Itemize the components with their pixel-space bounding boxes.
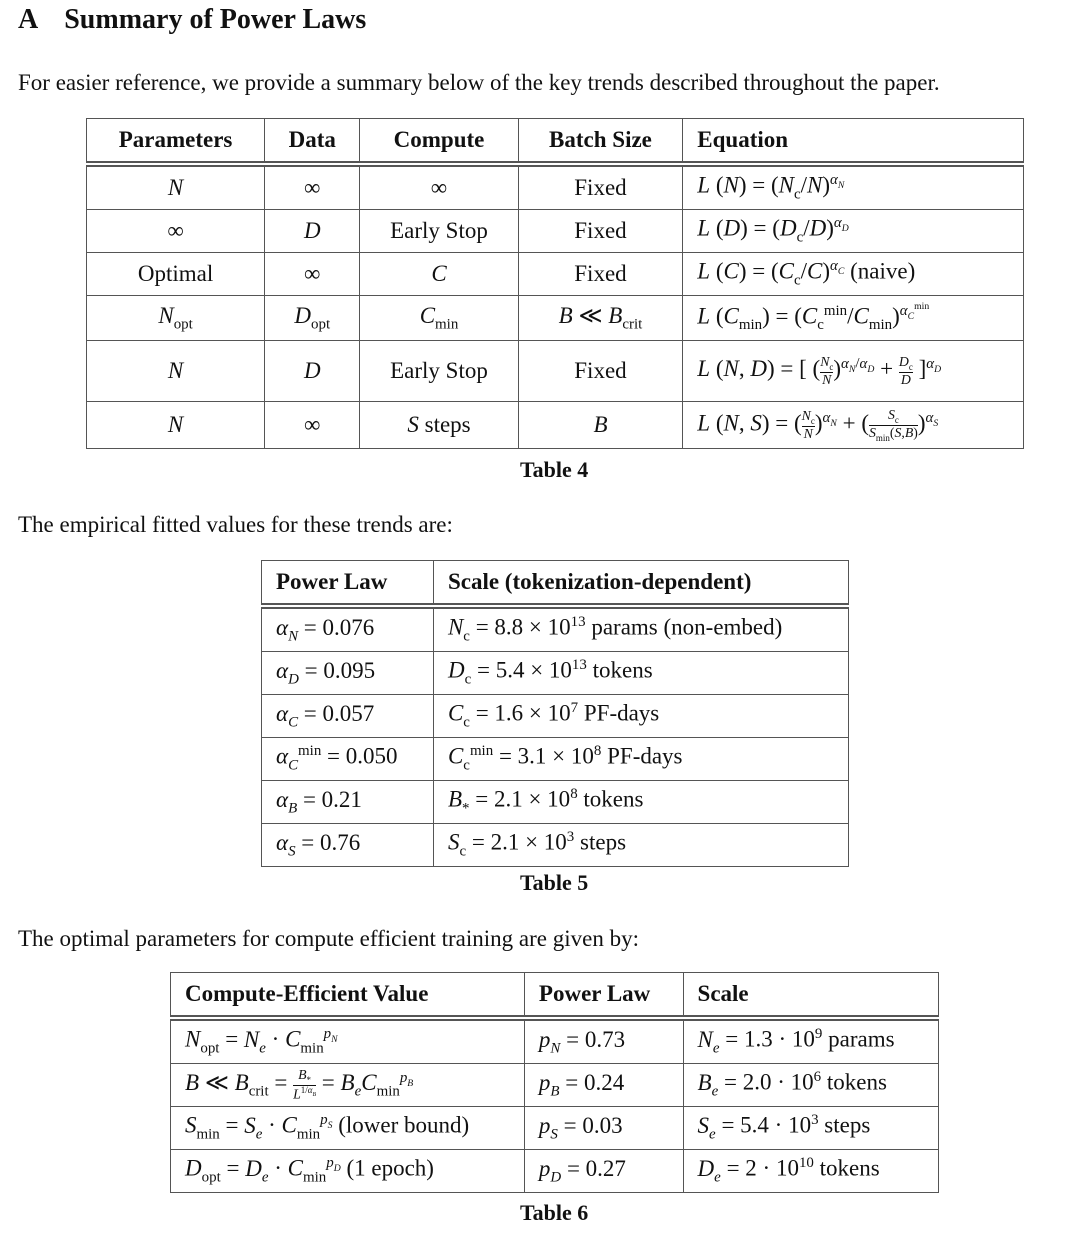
table-cell: Optimal (87, 253, 265, 296)
table-cell: $p_D = 0.27$ (524, 1150, 683, 1193)
table-cell: L (N, S) = ( $\frac{N_c}{N}$ )$^{\alpha_N}$ + ( $\frac{S_c}{S_{min}(S,B)}$ )$^{\alpha_S}$ (683, 402, 1024, 449)
table-cell: $\alpha_B = 0.21$ (262, 781, 434, 824)
table-cell: $D_c = 5.4 \times 10^{13}$ tokens (433, 652, 848, 695)
table-row (87, 296, 1024, 341)
table-cell: $C_c = 1.6 \times 10^7$ PF-days (433, 695, 848, 738)
table-cell: B ≪ $B_{crit}$ (518, 296, 683, 341)
table-5 (261, 560, 849, 867)
table-4 (86, 118, 1024, 449)
column-header: Compute-Efficient Value (171, 973, 525, 1019)
table-cell: ∞ (265, 253, 360, 296)
section-heading: A Summary of Power Laws (18, 4, 367, 35)
table-row (262, 824, 849, 867)
table-cell: $D_{opt}$ (265, 296, 360, 341)
table-row (87, 210, 1024, 253)
table-cell: ∞ (360, 164, 518, 210)
column-header: Parameters (87, 119, 265, 165)
table-header-row (87, 119, 1024, 165)
table-cell: $N_{opt}$ (87, 296, 265, 341)
table-cell: D (265, 341, 360, 402)
table-cell: Fixed (518, 341, 683, 402)
table-row (171, 1150, 939, 1193)
table-row (87, 402, 1024, 449)
table-cell: L $(C) = (C_c/C)^{\alpha_C}$ (naive) (683, 253, 1024, 296)
table-cell: $D_{opt} = D_e \cdot C_{min}^{p_D}$ (1 epoch) (171, 1150, 525, 1193)
table-cell: $B_e = 2.0 \cdot 10^6$ tokens (683, 1064, 938, 1107)
table-cell: $p_B = 0.24$ (524, 1064, 683, 1107)
table-row (262, 781, 849, 824)
table-cell: $\alpha_C = 0.057$ (262, 695, 434, 738)
fitted-values-paragraph: The empirical fitted values for these trends are: (18, 512, 453, 537)
table-cell: $\alpha_D = 0.095$ (262, 652, 434, 695)
table-6-caption: Table 6 (520, 1200, 589, 1225)
table-cell: L $(N) = (N_c/N)^{\alpha_N}$ (683, 164, 1024, 210)
table-5-caption: Table 5 (520, 870, 589, 895)
table-cell: N (87, 402, 265, 449)
table-row (171, 1064, 939, 1107)
table-row (171, 1107, 939, 1150)
column-header: Batch Size (518, 119, 683, 165)
table-cell: L $(D) = (D_c/D)^{\alpha_D}$ (683, 210, 1024, 253)
table-row (87, 253, 1024, 296)
table-cell: $N_c = 8.8 \times 10^{13}$ params (non-embed) (433, 606, 848, 652)
table-cell: Fixed (518, 210, 683, 253)
column-header: Power Law (524, 973, 683, 1019)
table-cell: L (N, D) = [ ( $\frac{N_c}{N}$ )$^{\alpha_N/\alpha_D}$ + $\frac{D_c}{D}$ ]$^{\alpha_D}$ (683, 341, 1024, 402)
table-cell: $\alpha_N = 0.076$ (262, 606, 434, 652)
column-header: Power Law (262, 561, 434, 607)
table-cell: ∞ (265, 164, 360, 210)
table-cell: B ≪ $B_{crit}$ = $\frac{B_*}{L^{1/\alpha_B}}$ = $B_eC_{min}^{p_B}$ (171, 1064, 525, 1107)
table-cell: L $(C_{min}) = (C_c^{min}/C_{min})^{\alpha_C^{min}}$ (683, 296, 1024, 341)
table-cell: $N_e = 1.3 \cdot 10^9$ params (683, 1018, 938, 1064)
table-cell: $S_c = 2.1 \times 10^3$ steps (433, 824, 848, 867)
optimal-params-paragraph: The optimal parameters for compute efficient training are given by: (18, 926, 639, 951)
table-cell: $D_e = 2 \cdot 10^{10}$ tokens (683, 1150, 938, 1193)
table-row (262, 695, 849, 738)
table-cell: Fixed (518, 164, 683, 210)
table-cell: $p_S = 0.03$ (524, 1107, 683, 1150)
table-cell: $C_{min}$ (360, 296, 518, 341)
column-header: Scale (683, 973, 938, 1019)
table-cell: $p_N = 0.73$ (524, 1018, 683, 1064)
table-cell: S steps (360, 402, 518, 449)
column-header: Compute (360, 119, 518, 165)
table-4-caption: Table 4 (520, 457, 589, 482)
table-header-row (171, 973, 939, 1019)
table-header-row (262, 561, 849, 607)
table-cell: D (265, 210, 360, 253)
table-cell: Fixed (518, 253, 683, 296)
table-cell: ∞ (87, 210, 265, 253)
table-cell: ∞ (265, 402, 360, 449)
column-header: Equation (683, 119, 1024, 165)
table-cell: N (87, 164, 265, 210)
table-6 (170, 972, 939, 1193)
table-cell: N (87, 341, 265, 402)
column-header: Scale (tokenization-dependent) (433, 561, 848, 607)
table-cell: $\alpha_C^{min} = 0.050$ (262, 738, 434, 781)
table-cell: $B_* = 2.1 \times 10^8$ tokens (433, 781, 848, 824)
table-cell: $C_c^{min} = 3.1 \times 10^8$ PF-days (433, 738, 848, 781)
table-row (262, 606, 849, 652)
table-cell: $S_e = 5.4 \cdot 10^3$ steps (683, 1107, 938, 1150)
table-cell: Early Stop (360, 341, 518, 402)
table-cell: Early Stop (360, 210, 518, 253)
table-row (262, 652, 849, 695)
column-header: Data (265, 119, 360, 165)
table-row (87, 164, 1024, 210)
table-cell: $\alpha_S = 0.76$ (262, 824, 434, 867)
table-cell: B (518, 402, 683, 449)
table-cell: C (360, 253, 518, 296)
table-row (171, 1018, 939, 1064)
table-cell: $N_{opt} = N_e \cdot C_{min}^{p_N}$ (171, 1018, 525, 1064)
table-row (87, 341, 1024, 402)
intro-paragraph: For easier reference, we provide a summary below of the key trends described throughout the paper. (18, 70, 940, 95)
table-cell: $S_{min} = S_e \cdot C_{min}^{p_S}$ (lower bound) (171, 1107, 525, 1150)
table-row (262, 738, 849, 781)
